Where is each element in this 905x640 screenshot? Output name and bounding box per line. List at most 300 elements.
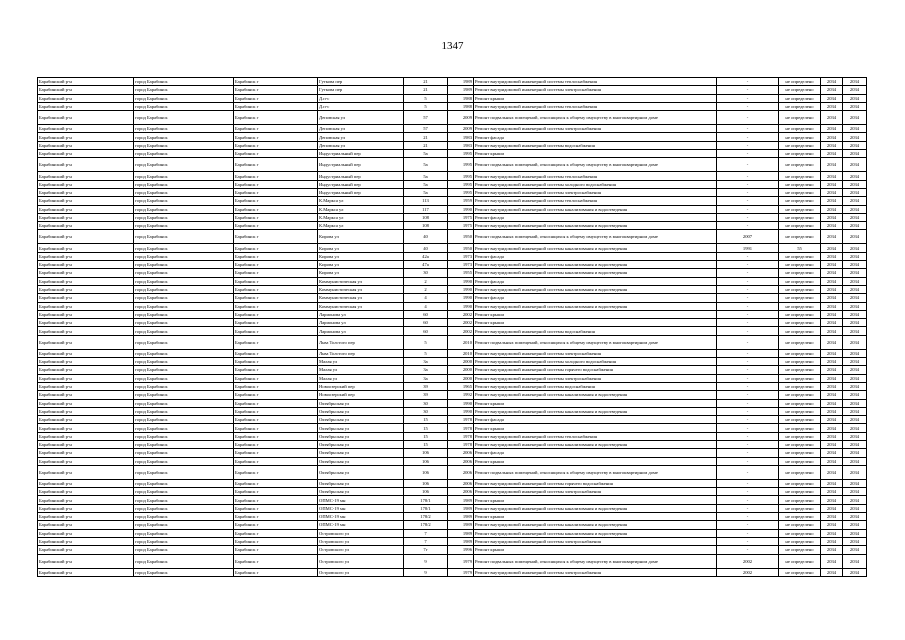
table-cell: Барабинский р-н bbox=[38, 125, 134, 133]
table-cell: Островского ул bbox=[318, 546, 404, 554]
table-cell: 1990 bbox=[448, 302, 474, 310]
table-row bbox=[38, 449, 867, 457]
table-cell: 15 bbox=[404, 440, 448, 448]
table-cell: Барабинский р-н bbox=[38, 327, 134, 335]
table-cell: 2034 bbox=[843, 391, 867, 399]
table-cell: Барабинск г bbox=[234, 440, 318, 448]
table-cell: - bbox=[717, 449, 779, 457]
table-cell: 47а bbox=[404, 261, 448, 269]
table-cell: 30 bbox=[404, 399, 448, 407]
table-cell: 2002 bbox=[717, 568, 779, 576]
table-cell: Ремонт внутридомовой инженерной системы канализования и водоотведения bbox=[474, 244, 717, 252]
table-cell: - bbox=[717, 349, 779, 357]
table-cell: 1955 bbox=[448, 269, 474, 277]
table-cell: Ремонт крыши bbox=[474, 496, 717, 504]
table-cell: Барабинск г bbox=[234, 269, 318, 277]
table-row bbox=[38, 141, 867, 149]
table-cell: 1978 bbox=[448, 432, 474, 440]
table-cell: Барабинский р-н bbox=[38, 457, 134, 465]
table-cell: город Барабинск bbox=[134, 554, 234, 568]
table-cell: 2034 bbox=[821, 302, 843, 310]
table-cell: город Барабинск bbox=[134, 230, 234, 244]
table-cell: Барабинск г bbox=[234, 479, 318, 487]
table-cell: 2034 bbox=[843, 277, 867, 285]
table-cell: город Барабинск bbox=[134, 197, 234, 205]
table-cell: город Барабинск bbox=[134, 568, 234, 576]
table-cell: 60 bbox=[404, 327, 448, 335]
table-cell: Барабинск г bbox=[234, 230, 318, 244]
table-row bbox=[38, 424, 867, 432]
table-cell: город Барабинск bbox=[134, 94, 234, 102]
table-cell: 2034 bbox=[843, 213, 867, 221]
table-cell: город Барабинск bbox=[134, 349, 234, 357]
table-cell: 2034 bbox=[821, 568, 843, 576]
table-cell: Кирова ул bbox=[318, 244, 404, 252]
table-cell: не определено bbox=[779, 424, 821, 432]
table-cell: город Барабинск bbox=[134, 180, 234, 188]
table-cell: 2034 bbox=[843, 465, 867, 479]
table-cell: не определено bbox=[779, 479, 821, 487]
table-row bbox=[38, 465, 867, 479]
table-cell: - bbox=[717, 222, 779, 230]
table-cell: Малая ул bbox=[318, 366, 404, 374]
table-cell: не определено bbox=[779, 382, 821, 390]
table-row bbox=[38, 335, 867, 349]
table-cell: 1983 bbox=[448, 141, 474, 149]
table-cell: Барабинский р-н bbox=[38, 568, 134, 576]
table-cell: 40 bbox=[404, 244, 448, 252]
table-cell: город Барабинск bbox=[134, 213, 234, 221]
table-cell: 1995 bbox=[448, 172, 474, 180]
table-row bbox=[38, 213, 867, 221]
table-cell: Барабинск г bbox=[234, 158, 318, 172]
table-cell: Барабинский р-н bbox=[38, 407, 134, 415]
table-cell: город Барабинск bbox=[134, 294, 234, 302]
table-cell: Барабинский р-н bbox=[38, 432, 134, 440]
table-cell: город Барабинск bbox=[134, 440, 234, 448]
table-cell: 5 bbox=[404, 94, 448, 102]
table-cell: 178/2 bbox=[404, 521, 448, 529]
table-cell: Ремонт крыши bbox=[474, 94, 717, 102]
table-cell: Деповская ул bbox=[318, 125, 404, 133]
table-cell: 1989 bbox=[448, 529, 474, 537]
table-cell: 2034 bbox=[843, 180, 867, 188]
table-cell: 1973 bbox=[448, 261, 474, 269]
table-cell: Новоозерский пер bbox=[318, 382, 404, 390]
table-cell: 2034 bbox=[843, 457, 867, 465]
table-cell: город Барабинск bbox=[134, 537, 234, 545]
table-cell: 2034 bbox=[843, 374, 867, 382]
table-cell: Ремонт фасада bbox=[474, 252, 717, 260]
table-cell: город Барабинск bbox=[134, 496, 234, 504]
table-row bbox=[38, 504, 867, 512]
table-cell: - bbox=[717, 537, 779, 545]
table-cell: 2034 bbox=[843, 141, 867, 149]
table-row bbox=[38, 172, 867, 180]
table-cell: Ремонт внутридомовой инженерной системы холодного водоснабжения bbox=[474, 358, 717, 366]
table-cell: Ремонт крыши bbox=[474, 319, 717, 327]
table-cell: 2034 bbox=[843, 554, 867, 568]
table-cell: 2010 bbox=[448, 349, 474, 357]
table-cell: город Барабинск bbox=[134, 513, 234, 521]
table-row bbox=[38, 310, 867, 318]
table-cell: не определено bbox=[779, 158, 821, 172]
table-cell: 2034 bbox=[821, 141, 843, 149]
table-cell: 5а bbox=[404, 172, 448, 180]
table-cell: не определено bbox=[779, 102, 821, 110]
table-cell: не определено bbox=[779, 537, 821, 545]
table-cell: Барабинский р-н bbox=[38, 513, 134, 521]
table-cell: 2006 bbox=[448, 479, 474, 487]
table-row bbox=[38, 205, 867, 213]
table-row bbox=[38, 554, 867, 568]
table-cell: 178/1 bbox=[404, 496, 448, 504]
table-cell: Ремонт крыши bbox=[474, 399, 717, 407]
table-cell: Барабинский р-н bbox=[38, 188, 134, 196]
table-cell: 9 bbox=[404, 568, 448, 576]
table-cell: Ремонт внутридомовой инженерной системы канализования и водоотведения bbox=[474, 521, 717, 529]
table-cell: Индустриальный пер bbox=[318, 150, 404, 158]
table-cell: не определено bbox=[779, 366, 821, 374]
table-cell: город Барабинск bbox=[134, 261, 234, 269]
table-cell: ОПМС-19 мн bbox=[318, 504, 404, 512]
table-cell: Барабинск г bbox=[234, 382, 318, 390]
table-cell: Ремонт крыши bbox=[474, 150, 717, 158]
table-cell: 15 bbox=[404, 432, 448, 440]
table-cell: 2034 bbox=[821, 125, 843, 133]
table-cell: К.Маркса ул bbox=[318, 213, 404, 221]
table-cell: Барабинский р-н bbox=[38, 319, 134, 327]
table-cell: город Барабинск bbox=[134, 521, 234, 529]
table-cell: 5а bbox=[404, 158, 448, 172]
table-cell: Октябрьская ул bbox=[318, 440, 404, 448]
table-cell: 1995 bbox=[448, 150, 474, 158]
table-cell: Гуткова пер bbox=[318, 86, 404, 94]
table-cell: Д.п-с bbox=[318, 94, 404, 102]
table-cell: Барабинский р-н bbox=[38, 158, 134, 172]
table-cell: Барабинск г bbox=[234, 319, 318, 327]
table-cell: Барабинский р-н bbox=[38, 133, 134, 141]
table-cell: Барабинский р-н bbox=[38, 335, 134, 349]
table-cell: Октябрьская ул bbox=[318, 399, 404, 407]
table-cell: 106 bbox=[404, 479, 448, 487]
table-cell: 15 bbox=[404, 424, 448, 432]
table-cell: 2034 bbox=[843, 94, 867, 102]
table-cell: Ремонт внутридомовой инженерной системы электроснабжения bbox=[474, 537, 717, 545]
table-cell: - bbox=[717, 294, 779, 302]
table-cell: Ремонт внутридомовой инженерной системы электроснабжения bbox=[474, 125, 717, 133]
table-cell: 2034 bbox=[821, 285, 843, 293]
table-cell: 2 bbox=[404, 277, 448, 285]
table-cell: 2034 bbox=[821, 180, 843, 188]
table-cell: не определено bbox=[779, 188, 821, 196]
table-cell: Барабинск г bbox=[234, 213, 318, 221]
table-cell: не определено bbox=[779, 457, 821, 465]
table-cell: 2034 bbox=[843, 349, 867, 357]
table-cell: 2034 bbox=[821, 440, 843, 448]
table-cell: 2007 bbox=[717, 230, 779, 244]
table-cell: Барабинск г bbox=[234, 358, 318, 366]
table-cell: Октябрьская ул bbox=[318, 457, 404, 465]
table-cell: Барабинский р-н bbox=[38, 222, 134, 230]
table-cell: 2034 bbox=[843, 546, 867, 554]
table-cell: 2000 bbox=[448, 366, 474, 374]
table-cell: город Барабинск bbox=[134, 244, 234, 252]
table-cell: 60 bbox=[404, 310, 448, 318]
table-cell: 2034 bbox=[821, 424, 843, 432]
table-row bbox=[38, 86, 867, 94]
table-cell: 4 bbox=[404, 294, 448, 302]
table-cell: 1989 bbox=[448, 78, 474, 86]
table-cell: Барабинский р-н bbox=[38, 150, 134, 158]
table-cell: 1989 bbox=[448, 504, 474, 512]
table-cell: 2034 bbox=[821, 111, 843, 125]
table-cell: не определено bbox=[779, 374, 821, 382]
table-cell: 2034 bbox=[843, 150, 867, 158]
table-cell: Ремонт внутридомовой инженерной системы водоснабжения bbox=[474, 327, 717, 335]
table-cell: Ремонт фасада bbox=[474, 213, 717, 221]
table-cell: Барабинский р-н bbox=[38, 230, 134, 244]
table-cell: - bbox=[717, 133, 779, 141]
table-cell: Барабинск г bbox=[234, 568, 318, 576]
table-cell: 2034 bbox=[843, 479, 867, 487]
table-cell: не определено bbox=[779, 277, 821, 285]
table-cell: 2034 bbox=[821, 513, 843, 521]
table-cell: 2034 bbox=[843, 521, 867, 529]
table-cell: Гуткова пер bbox=[318, 78, 404, 86]
table-cell: Барабинск г bbox=[234, 285, 318, 293]
table-cell: город Барабинск bbox=[134, 432, 234, 440]
table-cell: Ремонт внутридомовой инженерной системы электроснабжения bbox=[474, 374, 717, 382]
table-cell: не определено bbox=[779, 125, 821, 133]
table-cell: не определено bbox=[779, 205, 821, 213]
table-cell: 2034 bbox=[843, 416, 867, 424]
table-row bbox=[38, 327, 867, 335]
table-cell: 2034 bbox=[821, 399, 843, 407]
table-cell: Октябрьская ул bbox=[318, 488, 404, 496]
table-cell: 2034 bbox=[821, 310, 843, 318]
table-cell: Барабинск г bbox=[234, 172, 318, 180]
table-cell: Ремонт внутридомовой инженерной системы теплоснабжения bbox=[474, 432, 717, 440]
table-cell: Барабинский р-н bbox=[38, 94, 134, 102]
page-number: 1347 bbox=[441, 40, 464, 52]
table-cell: 2009 bbox=[448, 111, 474, 125]
table-cell: 57 bbox=[404, 125, 448, 133]
table-cell: ОПМС-19 мн bbox=[318, 496, 404, 504]
table-cell: Барабинский р-н bbox=[38, 111, 134, 125]
table-cell: не определено bbox=[779, 488, 821, 496]
table-cell: город Барабинск bbox=[134, 358, 234, 366]
table-cell: 2034 bbox=[821, 150, 843, 158]
table-cell: не определено bbox=[779, 496, 821, 504]
table-cell: 106 bbox=[404, 488, 448, 496]
table-cell: Малая ул bbox=[318, 374, 404, 382]
table-cell: 21 bbox=[404, 86, 448, 94]
table-cell: 2034 bbox=[821, 261, 843, 269]
table-cell: Островского ул bbox=[318, 554, 404, 568]
table-cell: город Барабинск bbox=[134, 205, 234, 213]
table-cell: 1950 bbox=[448, 230, 474, 244]
table-cell: город Барабинск bbox=[134, 416, 234, 424]
table-cell: Ремонт внутридомовой инженерной системы водоснабжения bbox=[474, 141, 717, 149]
table-cell: не определено bbox=[779, 327, 821, 335]
table-row bbox=[38, 349, 867, 357]
table-cell: не определено bbox=[779, 213, 821, 221]
table-cell: 2034 bbox=[821, 374, 843, 382]
table-cell: 2034 bbox=[843, 488, 867, 496]
table-cell: ОПМС-19 мн bbox=[318, 513, 404, 521]
table-cell: 2034 bbox=[843, 496, 867, 504]
table-cell: Ремонт внутридомовой инженерной системы электроснабжения bbox=[474, 188, 717, 196]
table-cell: 108 bbox=[404, 222, 448, 230]
table-row bbox=[38, 479, 867, 487]
table-cell: - bbox=[717, 504, 779, 512]
table-row bbox=[38, 366, 867, 374]
table-cell: город Барабинск bbox=[134, 488, 234, 496]
table-cell: город Барабинск bbox=[134, 133, 234, 141]
table-cell: Барабинск г bbox=[234, 457, 318, 465]
table-cell: - bbox=[717, 277, 779, 285]
table-cell: Барабинский р-н bbox=[38, 102, 134, 110]
table-cell: Барабинск г bbox=[234, 102, 318, 110]
table-cell: Островского ул bbox=[318, 537, 404, 545]
table-row bbox=[38, 302, 867, 310]
table-cell: город Барабинск bbox=[134, 141, 234, 149]
table-cell: не определено bbox=[779, 399, 821, 407]
table-cell: Барабинск г bbox=[234, 554, 318, 568]
table-cell: Барабинский р-н bbox=[38, 86, 134, 94]
table-cell: город Барабинск bbox=[134, 366, 234, 374]
table-cell: - bbox=[717, 213, 779, 221]
table-cell: город Барабинск bbox=[134, 269, 234, 277]
table-cell: Льва Толстого пер bbox=[318, 335, 404, 349]
table-cell: 40 bbox=[404, 230, 448, 244]
table-cell: 2034 bbox=[821, 78, 843, 86]
table-cell: Барабинск г bbox=[234, 205, 318, 213]
table-cell: Барабинск г bbox=[234, 302, 318, 310]
table-cell: 2034 bbox=[843, 285, 867, 293]
table-cell: Островского ул bbox=[318, 529, 404, 537]
table-cell: не определено bbox=[779, 529, 821, 537]
table-cell: 3а bbox=[404, 366, 448, 374]
table-cell: 2034 bbox=[821, 496, 843, 504]
table-cell: 5а bbox=[404, 150, 448, 158]
table-cell: 1995 bbox=[448, 188, 474, 196]
table-cell: 2034 bbox=[821, 277, 843, 285]
table-cell: 1990 bbox=[448, 294, 474, 302]
table-cell: Барабинск г bbox=[234, 424, 318, 432]
table-cell: Барабинск г bbox=[234, 86, 318, 94]
table-cell: Ремонт внутридомовой инженерной системы электроснабжения bbox=[474, 488, 717, 496]
table-cell: 1978 bbox=[448, 416, 474, 424]
table-cell: - bbox=[717, 205, 779, 213]
table-cell: 2034 bbox=[821, 407, 843, 415]
table-row bbox=[38, 496, 867, 504]
table-cell: Октябрьская ул bbox=[318, 449, 404, 457]
table-cell: Ремонт внутридомовой инженерной системы электроснабжения bbox=[474, 86, 717, 94]
table-cell: - bbox=[717, 188, 779, 196]
table-cell: ОПМС-19 мн bbox=[318, 521, 404, 529]
table-cell: 2034 bbox=[821, 252, 843, 260]
table-cell: - bbox=[717, 399, 779, 407]
table-cell: - bbox=[717, 180, 779, 188]
table-cell: Барабинский р-н bbox=[38, 546, 134, 554]
table-cell: 1979 bbox=[448, 554, 474, 568]
table-cell: Барабинский р-н bbox=[38, 285, 134, 293]
table-cell: 2034 bbox=[821, 416, 843, 424]
table-cell: Барабинск г bbox=[234, 310, 318, 318]
table-cell: 1995 bbox=[448, 158, 474, 172]
table-cell: Коммунистическая ул bbox=[318, 277, 404, 285]
table-cell: - bbox=[717, 521, 779, 529]
table-cell: город Барабинск bbox=[134, 424, 234, 432]
table-cell: Ларионова ул bbox=[318, 310, 404, 318]
table-cell: Индустриальный пер bbox=[318, 188, 404, 196]
table-cell: не определено bbox=[779, 568, 821, 576]
table-cell: Коммунистическая ул bbox=[318, 302, 404, 310]
table-cell: 2002 bbox=[448, 310, 474, 318]
table-row bbox=[38, 440, 867, 448]
table-cell: не определено bbox=[779, 335, 821, 349]
table-cell: 39 bbox=[404, 382, 448, 390]
table-cell: не определено bbox=[779, 416, 821, 424]
table-cell: К.Маркса ул bbox=[318, 197, 404, 205]
table-cell: - bbox=[717, 391, 779, 399]
table-cell: 2034 bbox=[821, 102, 843, 110]
table-cell: 2034 bbox=[821, 205, 843, 213]
table-cell: 2034 bbox=[843, 125, 867, 133]
table-cell: Льва Толстого пер bbox=[318, 349, 404, 357]
table-cell: Барабинск г bbox=[234, 335, 318, 349]
table-cell: 2034 bbox=[843, 302, 867, 310]
table-cell: - bbox=[717, 358, 779, 366]
table-cell: 7 bbox=[404, 537, 448, 545]
table-cell: 2034 bbox=[843, 269, 867, 277]
table-cell: город Барабинск bbox=[134, 111, 234, 125]
table-cell: Барабинский р-н bbox=[38, 465, 134, 479]
table-cell: не определено bbox=[779, 141, 821, 149]
table-cell: 1989 bbox=[448, 513, 474, 521]
table-cell: город Барабинск bbox=[134, 399, 234, 407]
table-cell: 2034 bbox=[821, 366, 843, 374]
table-cell: Барабинск г bbox=[234, 141, 318, 149]
table-cell: Ремонт подвальных помещений, относящихся к общему имуществу в многоквартирном доме bbox=[474, 335, 717, 349]
table-cell: Ремонт подвальных помещений, относящихся к общему имуществу в многоквартирном доме bbox=[474, 158, 717, 172]
table-cell: 2034 bbox=[821, 188, 843, 196]
table-row bbox=[38, 261, 867, 269]
table-cell: Барабинск г bbox=[234, 327, 318, 335]
table-cell: 2034 bbox=[821, 172, 843, 180]
table-row bbox=[38, 277, 867, 285]
table-cell: Октябрьская ул bbox=[318, 424, 404, 432]
table-cell: 21 bbox=[404, 141, 448, 149]
table-cell: Ремонт фасада bbox=[474, 449, 717, 457]
table-cell: - bbox=[717, 432, 779, 440]
table-cell: 2034 bbox=[821, 488, 843, 496]
table-cell: - bbox=[717, 102, 779, 110]
table-cell: город Барабинск bbox=[134, 310, 234, 318]
table-cell: Барабинск г bbox=[234, 529, 318, 537]
table-cell: - bbox=[717, 78, 779, 86]
table-cell: Новоозерский пер bbox=[318, 391, 404, 399]
table-row bbox=[38, 222, 867, 230]
table-cell: город Барабинск bbox=[134, 479, 234, 487]
table-cell: 2034 bbox=[843, 358, 867, 366]
table-cell: не определено bbox=[779, 440, 821, 448]
table-cell: Барабинск г bbox=[234, 277, 318, 285]
table-cell: 42а bbox=[404, 252, 448, 260]
table-cell: Барабинск г bbox=[234, 513, 318, 521]
